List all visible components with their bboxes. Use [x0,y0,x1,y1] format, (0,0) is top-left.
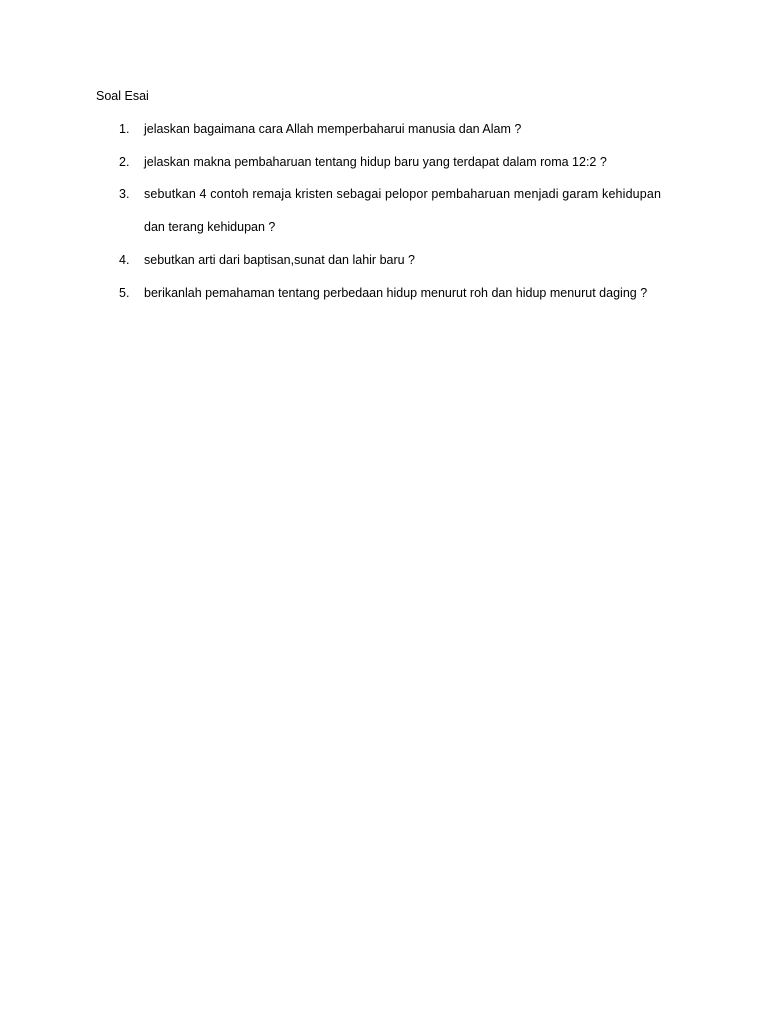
question-text [144,154,676,170]
question-text-line: dan terang kehidupan ? [144,220,276,234]
question-text [144,121,676,137]
question-number: 5. [119,286,130,300]
question-text-line: jelaskan makna pembaharuan tentang hidup baru yang terdapat dalam roma 12:2 ? [144,155,607,169]
question-text [144,285,676,301]
question-number: 3. [119,187,130,201]
question-text [144,252,676,268]
question-number: 2. [119,155,130,169]
question-text [144,186,676,235]
question-number: 4. [119,253,130,267]
question-text-line: berikanlah pemahaman tentang perbedaan hidup menurut roh dan hidup menurut daging ? [144,286,648,300]
question-text-line: sebutkan arti dari baptisan,sunat dan lahir baru ? [144,253,416,267]
question-text-line: jelaskan bagaimana cara Allah memperbaharui manusia dan Alam ? [144,122,522,136]
question-number: 1. [119,122,130,136]
document-title: Soal Esai [96,89,149,103]
question-text-line: sebutkan 4 contoh remaja kristen sebagai pelopor pembaharuan menjadi garam kehidupan [144,187,662,201]
